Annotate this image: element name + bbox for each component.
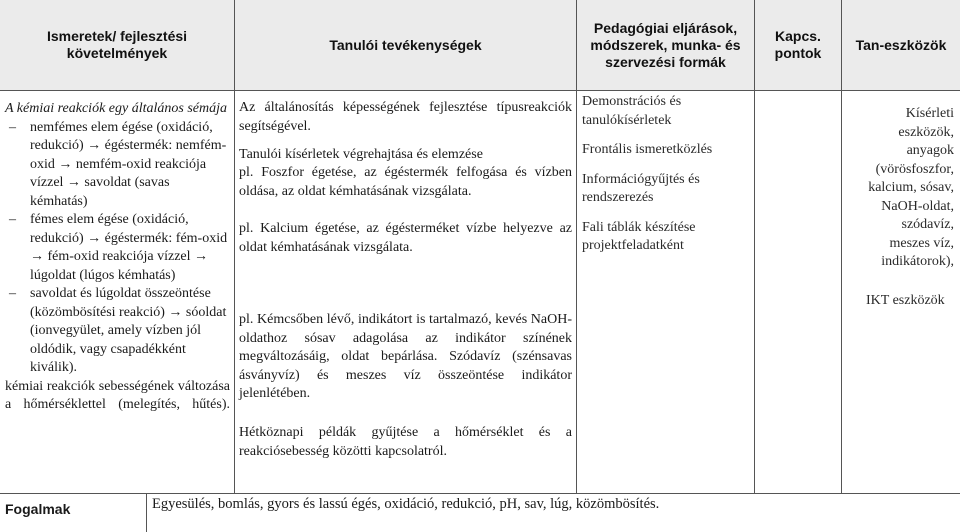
knowledge-cell <box>5 100 230 415</box>
concepts-label: Fogalmak <box>5 501 71 517</box>
section-title: A kémiai reakciók egy általános sémája <box>5 101 227 116</box>
grid-line <box>146 493 147 532</box>
activity-everyday-examples: Hétköznapi példák gyűjtése a hőmérséklet és a reakciósebesség közötti kapcsolatról. <box>239 425 572 459</box>
method-item: Demonstrációs és tanulókísérletek <box>582 94 682 128</box>
header-connections: Kapcs. pontok <box>755 0 841 90</box>
grid-line <box>0 493 960 494</box>
activity-neutralization: pl. Kémcsőben lévő, indikátort is tartalmazó, kevés NaOH-oldathoz sósav adagolása az indikátor színének megváltozásáig, oldat bepárlása. Szódavíz (szénsavas ásványvíz) és meszes víz összeöntése indikátor jelenlétében. <box>239 312 572 401</box>
list-item: – savoldat és lúgoldat összeöntése (közömbösítési reakció) → sóoldat (ionvegyület, amely vízben jól oldódik, vagy csapadékként kiválik). <box>5 285 230 378</box>
list-item: – fémes elem égése (oxidáció, redukció) → égéstermék: fém-oxid → fém-oxid reakciója vízzel → lúgoldat (lúgos kémhatás) <box>5 211 230 285</box>
activity-experiments: Tanulói kísérletek végrehajtása és elemzése <box>239 147 483 162</box>
grid-line <box>0 90 960 91</box>
tools-ict: IKT eszközök <box>866 292 945 308</box>
reaction-rate-text: kémiai reakciók sebességének változása a hőmérséklettel (melegítés, hűtés). <box>5 378 230 412</box>
grid-line <box>234 0 235 493</box>
header-pedagogical-methods: Pedagógiai eljárások, módszerek, munka- és szervezési formák <box>577 0 754 90</box>
method-item: Frontális ismeretközlés <box>582 142 713 157</box>
grid-line <box>576 0 577 493</box>
header-student-activities: Tanulói tevékenységek <box>235 0 576 90</box>
tools-experimental: Kísérleti eszközök, anyagok (vörösfoszfor, kalcium, sósav, NaOH-oldat, szódavíz, meszes víz, indikátorok), <box>868 106 954 269</box>
grid-line <box>754 0 755 493</box>
method-item: Információgyűjtés és rendszerezés <box>582 171 700 205</box>
tools-cell <box>866 105 954 310</box>
knowledge-list <box>5 119 230 378</box>
concepts-text: Egyesülés, bomlás, gyors és lassú égés, oxidáció, redukció, pH, sav, lúg, közömbösítés. <box>152 496 660 512</box>
grid-line <box>841 0 842 493</box>
activity-calcium: pl. Kalcium égetése, az égésterméket vízbe helyezve az oldat kémhatásának vizsgálata. <box>239 221 572 255</box>
methods-cell <box>582 93 732 267</box>
header-tools: Tan-eszközök <box>842 0 960 90</box>
activity-phosphorus: pl. Foszfor égetése, az égéstermék felfogása és vízben oldása, az oldat kémhatásának vizsgálata. <box>239 165 572 199</box>
method-item: Fali táblák készítése projektfeladatként <box>582 219 696 253</box>
list-item: – nemfémes elem égése (oxidáció, redukció) → égéstermék: nemfém-oxid → nemfém-oxid reakciója vízzel → savoldat (savas kémhatás) <box>5 119 230 212</box>
activity-generalization: Az általánosítás képességének fejlesztése típusreakciók segítségével. <box>239 100 572 134</box>
header-knowledge: Ismeretek/ fejlesztési követelmények <box>0 0 234 90</box>
